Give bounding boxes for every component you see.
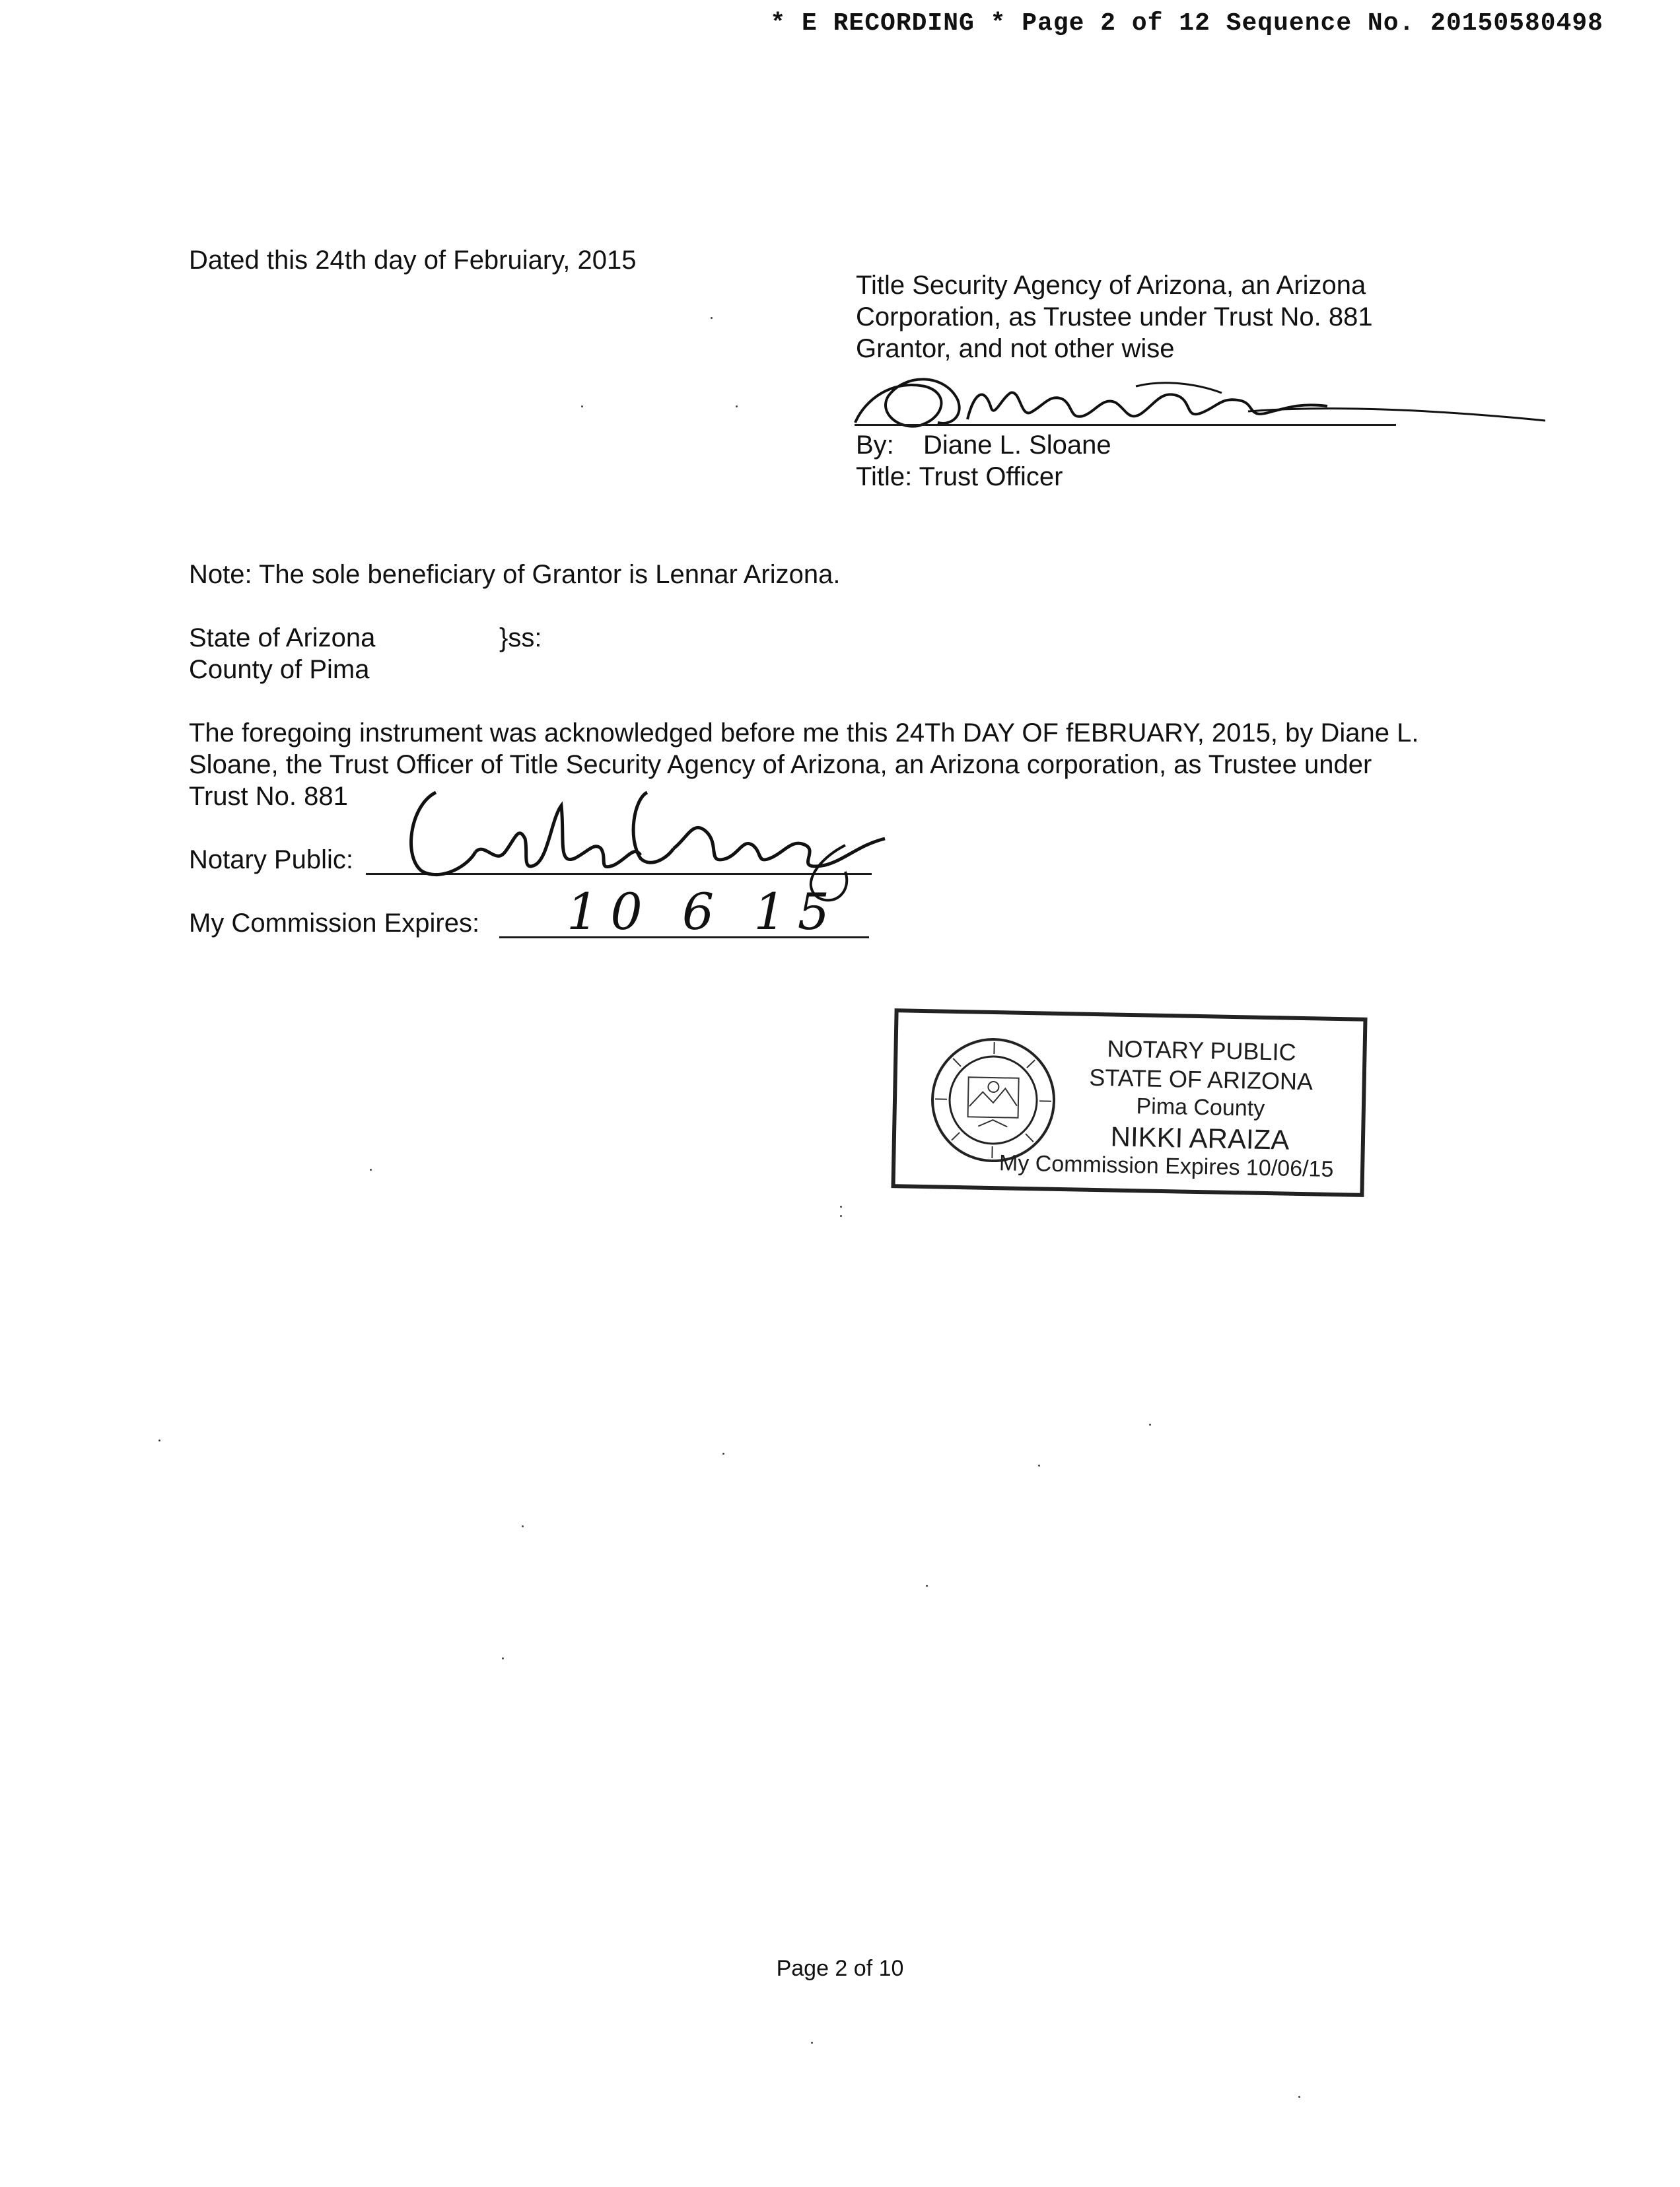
signer-name: Diane L. Sloane (923, 431, 1111, 460)
stamp-notary-name: NIKKI ARAIZA (1110, 1121, 1290, 1156)
recording-header: * E RECORDING * Page 2 of 12 Sequence No. 20150580498 (770, 9, 1603, 38)
trustee-line-2: Corporation, as Trustee under Trust No. 881 (856, 302, 1373, 331)
scan-speck (840, 1215, 842, 1217)
scan-speck (722, 1453, 724, 1455)
scan-speck (926, 1585, 928, 1587)
scan-speck (581, 405, 583, 407)
acknowledgment-line-1: The foregoing instrument was acknowledged before me this 24Th DAY OF fEBRUARY, 2015, by Diane L. (189, 718, 1419, 747)
stamp-county: Pima County (1136, 1094, 1265, 1121)
commission-expires-handwritten: 10 6 15 (567, 882, 842, 941)
grantor-signature-line (855, 424, 1396, 426)
venue-county: County of Pima (189, 655, 370, 684)
scan-speck (1149, 1424, 1151, 1426)
signer-title: Title: Trust Officer (856, 462, 1063, 491)
scan-speck (502, 1657, 504, 1659)
by-label: By: (856, 431, 894, 460)
scan-speck (1038, 1465, 1040, 1467)
trustee-line-1: Title Security Agency of Arizona, an Arizona (856, 271, 1366, 300)
commission-expires-label: My Commission Expires: (189, 909, 480, 938)
dated-line: Dated this 24th day of Februiary, 2015 (189, 246, 637, 275)
page-footer: Page 2 of 10 (776, 1956, 904, 1981)
grantor-signature (852, 360, 1552, 439)
scan-speck (522, 1525, 524, 1527)
scan-speck (811, 2042, 813, 2044)
scan-speck (711, 317, 713, 319)
venue-state: State of Arizona (189, 623, 376, 652)
scan-speck (840, 1206, 842, 1208)
scan-speck (158, 1440, 160, 1441)
scan-speck (1298, 2096, 1300, 2098)
stamp-notary-public: NOTARY PUBLIC (1107, 1035, 1296, 1066)
scan-speck (736, 405, 738, 407)
stamp-state: STATE OF ARIZONA (1088, 1063, 1313, 1095)
notary-public-label: Notary Public: (189, 845, 353, 874)
venue-ss: }ss: (499, 623, 542, 652)
trustee-line-3: Grantor, and not other wise (856, 334, 1175, 363)
acknowledgment-line-2: Sloane, the Trust Officer of Title Security Agency of Arizona, an Arizona corporation, as Trustee under (189, 750, 1372, 779)
state-seal-icon (926, 1033, 1061, 1167)
acknowledgment-line-3: Trust No. 881 (189, 782, 348, 811)
beneficiary-note: Note: The sole beneficiary of Grantor is Lennar Arizona. (189, 560, 841, 589)
scan-speck (370, 1169, 372, 1171)
notary-stamp (891, 1008, 1367, 1197)
stamp-commission-expires: My Commission Expires 10/06/15 (998, 1150, 1334, 1182)
